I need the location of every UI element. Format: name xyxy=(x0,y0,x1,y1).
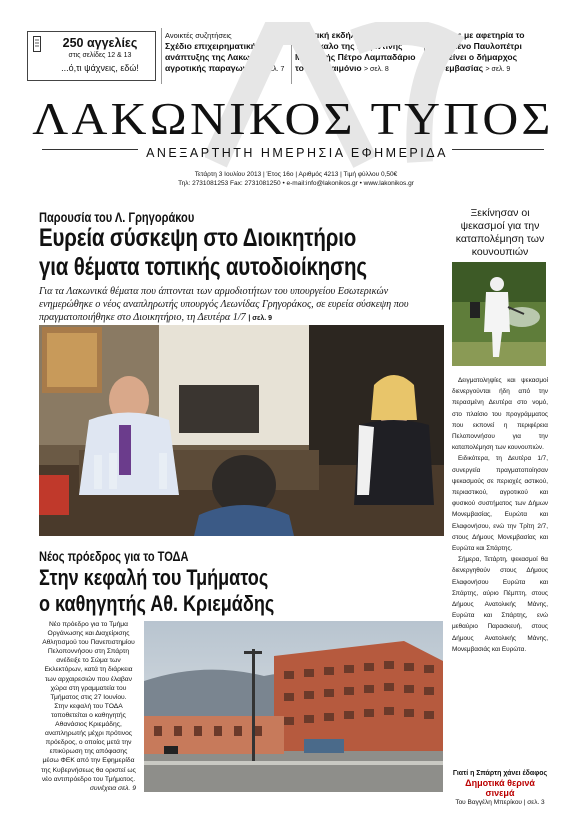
contact-line: Τηλ: 2731081253 Fax: 2731081250 • e-mail:info@lakonikos.gr • www.lakonikos.gr xyxy=(178,180,414,187)
issue-info xyxy=(140,170,452,188)
meeting-photo xyxy=(39,325,444,536)
teaser-headline: Σχέδιο επιχειρηματικής ανάπτυξης της Λακωνικής αγροτικής παραγωγής xyxy=(165,41,272,73)
cinema-teaser-box[interactable] xyxy=(452,769,548,806)
classifieds-box[interactable] xyxy=(27,31,156,81)
cinema-teaser-title: Δημοτικά θερινά σινεμά xyxy=(465,778,535,798)
body-paragraph: Σήμερα, Τετάρτη, ψεκασμοί θα διενεργηθούν στους Δήμους Ελαφονήσου Ευρώτα και Σπάρτης, αύριο Πέμπτη, στους Δήμους Ανατολικής Μάνης, Ευρώτα και Σπάρτης, ενώ μεθαύριο Παρασκευή, στους Δήμους Ανατολικής Μάνης, Μονεμβασιάς και Ευρώτα. xyxy=(452,556,548,653)
classifieds-count: 250 αγγελίες xyxy=(62,36,138,50)
body-paragraph: Νέο πρόεδρο για το Τμήμα Οργάνωσης και Διαχείρισης Αθλητισμού του Πανεπιστημίου Πελοποννήσου στη Σπάρτη ανέδειξε το Σώμα των Εκλεκτόρων, κατά τη διάρκεια των αρχαιρεσιών που έλαβαν χώρα στη γραμματεία του Τμήματος στις 27 Ιουνίου. xyxy=(42,621,135,701)
headline-line: Στην κεφαλή του Τμήματος xyxy=(39,565,269,590)
teaser-page-ref: > σελ. 7 xyxy=(259,66,285,73)
teaser-kicker: Ανοικτές συζητήσεις xyxy=(165,31,232,40)
side-story-headline[interactable]: Ξεκίνησαν οι ψεκασμοί για την καταπολέμηση των κουνουπιών xyxy=(455,207,545,258)
classifieds-pages: στις σελίδες 12 & 13 xyxy=(68,52,132,59)
issue-line: Τετάρτη 3 Ιουλίου 2013 | Έτος 16ο | Αριθμός 4213 | Τιμή φύλλου 0,50€ xyxy=(194,171,398,178)
body-paragraph: Δειγματοληψίες και ψεκασμοί διενεργούνται ήδη από την περασμένη Δευτέρα στο νομό, στο πλαίσιο του προγράμματος που εκπονεί η περιφέρεια Πελοποννήσου για την καταπολέμηση των κουνουπιών. xyxy=(452,377,548,452)
second-story-body xyxy=(41,620,136,784)
masthead-rule-right xyxy=(452,149,544,150)
second-story-headline[interactable] xyxy=(39,565,334,617)
main-story-kicker: Παρουσία του Λ. Γρηγοράκου xyxy=(39,210,195,225)
continued-link[interactable]: συνέχεια σελ. 9 xyxy=(89,785,136,792)
classifieds-tagline: ...ό,τι ψάχνεις, εδώ! xyxy=(61,63,139,73)
newspaper-subtitle: ΑΝΕΞΑΡΤΗΤΗ ΗΜΕΡΗΣΙΑ ΕΦΗΜΕΡΙΔΑ xyxy=(146,146,448,160)
newspaper-icon xyxy=(33,36,41,52)
headline-line: ο καθηγητής Αθ. Κριεμάδης xyxy=(39,591,275,616)
teaser-headline: Τιμητική εκδήλωση για το διδάσκαλο της Βυζαντινής Μουσικής Πέτρο Λαμπαδάριο το Λακεδαιμόνιο xyxy=(295,30,416,73)
body-paragraph: Ειδικότερα, τη Δευτέρα 1/7, συνεργεία πραγματοποίησαν ψεκασμούς σε περιοχές αστικού, περιαστικού, αγροτικού και φυσικού συστήματος των Δήμων Μονεμβασίας, Ευρώτα και Ελαφονήσου, ενώ την Τρίτη 2/7, στους Δήμους Μονεμβασίας και Ευρώτα και Σπάρτης. xyxy=(452,455,548,553)
headline-line: για θέματα τοπικής αυτοδιοίκησης xyxy=(39,253,367,281)
teaser-page-ref: > σελ. 8 xyxy=(364,66,389,73)
cinema-teaser-question: Γιατί η Σπάρτη χάνει έδαφος xyxy=(452,770,548,777)
cinema-teaser-byline: Του Βαγγέλη Μπερίκου | σελ. 3 xyxy=(455,799,545,806)
headline-line: Ευρεία σύσκεψη στο Διοικητήριο xyxy=(39,224,357,252)
divider xyxy=(161,28,162,84)
side-story-body xyxy=(452,375,548,655)
main-story-lede xyxy=(39,285,444,325)
lede-page-ref: | σελ. 9 xyxy=(248,315,273,322)
lede-text: Για τα Λακωνικά θέματα που άπτονται των αρμοδιοτήτων του υπουργείου Εσωτερικών ενημερώθηκε ο νέος αναπληρωτής υπουργός Λεωνίδας Γρηγοράκος, σε ευρεία σύσκεψη που πραγματοποιήθηκε στο Διοικητήριο, τη Δευτέρα 1/7 xyxy=(39,286,409,323)
newspaper-title: ΛΑΚΩΝΙΚΟΣ ΤΥΠΟΣ xyxy=(32,93,554,144)
masthead-rule-left xyxy=(42,149,138,150)
main-story-headline[interactable] xyxy=(39,224,400,282)
body-paragraph: Στην κεφαλή του ΤΟΔΑ τοποθετείται ο καθηγητής Αθανάσιος Κριεμάδης, αναπληρωτής μέχρι πρότινος πρόεδρος, ο οποίος μετά την επικύρωση της απόφασης μέσω ΦΕΚ από την Εφημερίδα της Κυβερνήσεως θα οριστεί ως νέο αντιπρόεδρο του Τμήματος. xyxy=(41,702,136,783)
university-building-photo xyxy=(144,621,443,792)
teaser-headline: Δράσεις με αφετηρία το Βυθισμένο Παυλοπέτρι προτείνει ο δήμαρχος Μονεμβασίας xyxy=(428,30,525,73)
second-story-kicker: Νέος πρόεδρος για το ΤΟΔΑ xyxy=(39,549,189,564)
mosquito-spraying-photo xyxy=(452,262,546,366)
teaser-page-ref: > σελ. 9 xyxy=(485,66,511,73)
